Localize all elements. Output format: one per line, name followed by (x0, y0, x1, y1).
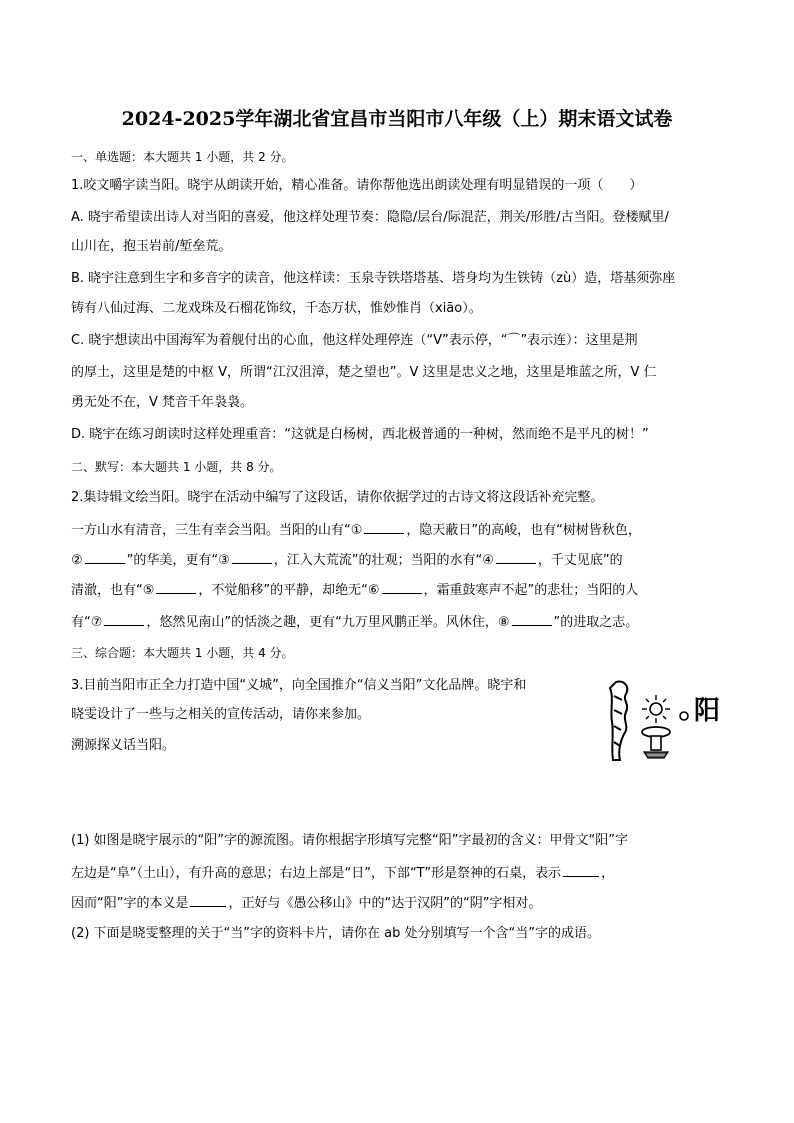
q1-option-c-line2: 的厚土，这里是楚的中枢 V，所谓“江汉沮漳，楚之望也”。V 这里是忠义之地，这里是堆蓝之所，V 仁 (71, 365, 657, 380)
q3-part1-line2: 左边是“阜”（土山），有升高的意思；右边上部是“日”，下部“T”形是祭神的石桌，表示 ， (71, 863, 731, 883)
q1-option-a-line2: 山川在，抱玉岩前/堑垒荒。 (71, 239, 232, 254)
section-heading-1: 一、单选题：本大题共 1 小题，共 2 分。 (71, 150, 294, 164)
blank-p1-a[interactable] (563, 863, 599, 877)
yang-modern-glyph: 阳 (694, 696, 721, 726)
q3-part1-line3: 因而“阳”字的本义是 ，正好与《愚公移山》中的“达于汉阴”的“阴”字相对。 (71, 893, 731, 913)
mound-glyph (610, 682, 627, 760)
q1-option-b-line1: B. 晓宇注意到生字和多音字的读音，他这样读：玉泉寺铁塔塔基、塔身均为生铁铸（zù）造，塔基须弥座 (71, 271, 676, 286)
q2-line2: ② ”的华美，更有“③ ，江入大荒流”的壮观；当阳的水有“④ ，千丈见底”的 (71, 550, 731, 570)
q1-option-d: D. 晓宇在练习朗读时这样处理重音：“这就是白杨树，西北极普通的一种树，然而绝不是平凡的树！” (71, 427, 649, 442)
q3-stem-line2: 晓雯设计了一些与之相关的宣传活动，请你来参加。 (71, 707, 371, 722)
small-sun-glyph (680, 712, 688, 720)
blank-8[interactable] (512, 612, 552, 626)
blank-7[interactable] (104, 612, 144, 626)
altar-table-glyph (642, 727, 670, 758)
blank-3[interactable] (232, 550, 272, 564)
blank-6[interactable] (382, 580, 422, 594)
q2-line1: 一方山水有清音，三生有幸会当阳。当阳的山有“① ，隐天蔽日”的高峻，也有“树树皆秋色， (71, 520, 731, 540)
q1-option-b-line2: 铸有八仙过海、二龙戏珠及石榴花饰纹，千态万状，惟妙惟肖（xiāo）。 (71, 301, 482, 316)
yang-character-evolution-figure (604, 676, 730, 768)
q1-stem: 1.咬文嚼字读当阳。晓宇从朗读开始，精心准备。请你帮他选出朗读处理有明显错误的一项（ ） (71, 178, 643, 193)
q1-option-a-line1: A. 晓宇希望读出诗人对当阳的喜爱，他这样处理节奏：隐隐/层台/际混茫，荆关/形胜/古当阳。登楼赋里/ (71, 210, 669, 225)
q1-option-c-line1: C. 晓宇想读出中国海军为着舰付出的心血，他这样处理停连（“V”表示停，“⌒”表示连）：这里是荆 (71, 333, 638, 348)
q1-option-c-line3: 勇无处不在，V 梵音千年袅袅。 (71, 395, 254, 410)
blank-1[interactable] (364, 520, 404, 534)
q3-part1-line1: (1) 如图是晓宇展示的“阳”字的源流图。请你根据字形填写完整“阳”字最初的含义：甲骨文“阳”字 (71, 833, 628, 848)
blank-2[interactable] (85, 550, 125, 564)
q3-stem-line1: 3.目前当阳市正全力打造中国“义城”，向全国推介“信义当阳”文化品牌。晓宇和 (71, 678, 527, 693)
blank-p1-b[interactable] (190, 893, 226, 907)
q2-line3: 清澈，也有“⑤ ，不觉船移”的平静，却绝无“⑥ ，霜重鼓寒声不起”的悲壮；当阳的人 (71, 580, 731, 600)
exam-title: 2024-2025学年湖北省宜昌市当阳市八年级（上）期末语文试卷 (121, 108, 673, 130)
q3-part2: (2) 下面是晓雯整理的关于“当”字的资料卡片，请你在 ab 处分别填写一个含“当”字的成语。 (71, 926, 600, 941)
q2-stem: 2.集诗辑文绘当阳。晓宇在活动中编写了这段话，请你依据学过的古诗文将这段话补充完整。 (71, 490, 604, 505)
blank-4[interactable] (496, 550, 536, 564)
section-heading-2: 二、默写：本大题共 1 小题，共 8 分。 (71, 460, 282, 474)
q2-line4: 有“⑦ ，悠然见南山”的恬淡之趣，更有“九万里风鹏正举。风休住，⑧ ”的进取之志。 (71, 612, 731, 632)
blank-5[interactable] (156, 580, 196, 594)
q3-sub-heading: 溯源探义话当阳。 (71, 738, 176, 753)
sun-icon (642, 695, 670, 723)
section-heading-3: 三、综合题：本大题共 1 小题，共 4 分。 (71, 646, 294, 660)
